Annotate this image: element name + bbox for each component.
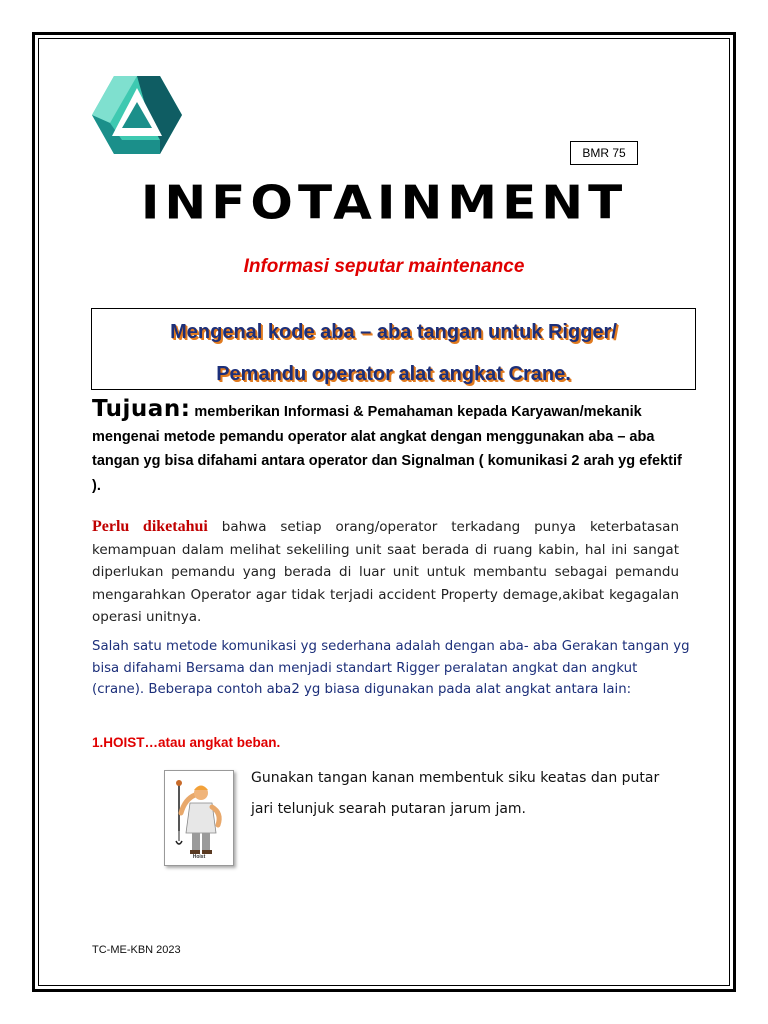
- hoist-heading: 1.HOIST…atau angkat beban.: [92, 735, 281, 750]
- hoist-image-caption: Hoist: [192, 854, 206, 860]
- topic-heading-line-1: Mengenal kode aba – aba tangan untuk Rigger/: [170, 321, 617, 343]
- document-code-box: BMR 75: [570, 141, 638, 165]
- purpose-paragraph: [92, 397, 692, 498]
- page-subtitle: Informasi seputar maintenance: [243, 256, 525, 277]
- hoist-instruction-line-1: Gunakan tangan kanan membentuk siku keatas dan putar: [251, 770, 660, 786]
- method-paragraph: Salah satu metode komunikasi yg sederhana adalah dengan aba- aba Gerakan tangan yg bisa difahami Bersama dan menjadi standart Rigger peralatan angkat dan angkut (crane). Beberapa contoh aba2 yg biasa digunakan pada alat angkat antara lain:: [92, 639, 690, 698]
- notice-paragraph: [92, 516, 679, 629]
- notice-text: bahwa setiap orang/operator terkadang punya keterbatasan kemampuan dalam melihat sekeliling unit saat berada di ruang kabin, hal ini sangat diperlukan pemandu yang berada di luar unit untuk membantu sebagai pemandu mengarahkan Operator agar tidak terjadi accident Property demage,akibat kegagalan operasi unitnya.: [92, 519, 680, 625]
- topic-heading-box: [91, 308, 696, 390]
- purpose-text: memberikan Informasi & Pemahaman kepada Karyawan/mekanik mengenai metode pemandu operator alat angkat dengan menggunakan aba – aba tangan yg bisa difahami antara operator dan Signalman ( komunikasi 2 arah yg efektif ).: [92, 404, 682, 494]
- hoist-hand-signal-worker-icon: [165, 773, 233, 857]
- purpose-label: Tujuan:: [92, 396, 191, 422]
- hoist-signal-image: [164, 770, 234, 866]
- footer-code: TC-ME-KBN 2023: [92, 944, 181, 956]
- topic-heading-line-2: Pemandu operator alat angkat Crane.: [216, 363, 571, 385]
- company-logo-icon: [92, 76, 182, 154]
- hoist-instruction-line-2: jari telunjuk searah putaran jarum jam.: [251, 801, 526, 817]
- notice-label: Perlu diketahui: [92, 518, 208, 535]
- page-title: INFOTAINMENT: [140, 176, 628, 230]
- hoist-instruction: [251, 763, 691, 825]
